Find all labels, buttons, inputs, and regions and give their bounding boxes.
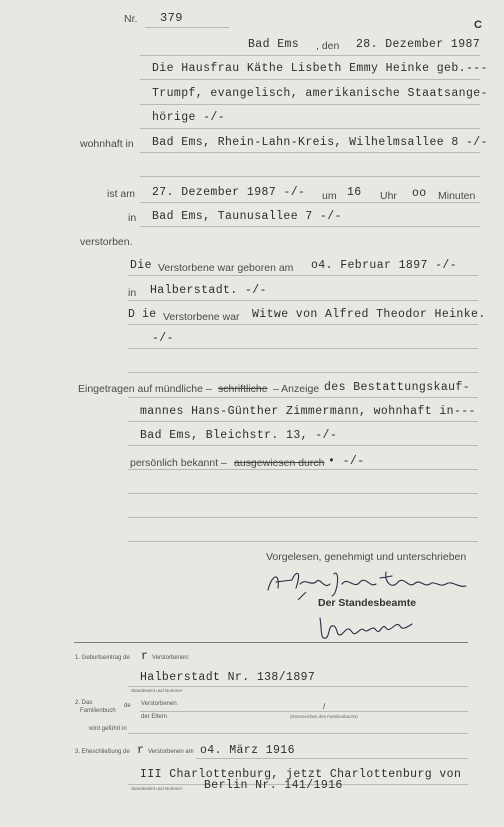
minuten-label: Minuten xyxy=(438,190,476,202)
registrar-label: Der Standesbeamte xyxy=(318,597,417,609)
familienbuch-label-b: Familienbuch xyxy=(80,708,116,714)
registrar-signature xyxy=(316,610,416,644)
marriage-value-line-2: Berlin Nr. 141/1916 xyxy=(204,779,343,792)
death-hour: 16 xyxy=(347,186,362,199)
birth-date: o4. Februar 1897 -/- xyxy=(311,259,458,272)
birth-entry-caption: Standesamt und Nummer xyxy=(131,688,183,693)
marriage-value-line-1: III Charlottenburg, jetzt Charlottenburg von xyxy=(140,768,462,781)
read-approved-text: Vorgelesen, genehmigt und unterschrieben xyxy=(266,551,467,563)
marriage-caption: Standesamt und Nummer xyxy=(131,786,183,791)
birth-entry-label: 1. Geburtseintrag de xyxy=(75,655,130,661)
marriage-label: 3. Eheschließung de xyxy=(75,749,130,755)
marriage-suffix: Verstorbenen am xyxy=(148,749,194,755)
corner-letter: C xyxy=(474,19,482,31)
marital-value-line-2: -/- xyxy=(152,332,174,345)
death-place: Bad Ems, Taunusallee 7 -/- xyxy=(152,210,342,223)
birth-label: Verstorbene war geboren am xyxy=(158,262,294,274)
marriage-date: o4. März 1916 xyxy=(200,744,295,757)
death-date: 27. Dezember 1987 -/- xyxy=(152,186,306,199)
registration-value-line-2: mannes Hans-Günther Zimmermann, wohnhaft in--- xyxy=(140,405,476,418)
birth-place: Halberstadt. -/- xyxy=(150,284,267,297)
known-struck: ausgewiesen durch xyxy=(234,457,325,469)
registration-label-prefix: Eingetragen auf mündliche – xyxy=(78,383,212,395)
person-line-3: hörige -/- xyxy=(152,111,226,124)
place-of-record: Bad Ems xyxy=(248,38,300,51)
registration-value-line-1: des Bestattungskauf- xyxy=(324,381,471,394)
familienbuch-eltern: der Eltern xyxy=(141,714,168,720)
ie-typed: ie xyxy=(142,308,157,321)
die-typed: Die xyxy=(130,259,152,272)
familienbuch-de: de xyxy=(124,703,131,709)
birth-entry-value: Halberstadt Nr. 138/1897 xyxy=(140,671,316,684)
ist-am-label: ist am xyxy=(107,188,136,200)
birth-entry-suffix: Verstorbenen: xyxy=(152,655,190,661)
in-label: in xyxy=(128,212,137,224)
familienbuch-kennzeichen: (Kennzeichen des Familienbuchs) xyxy=(290,714,358,719)
known-value: • -/- xyxy=(328,455,365,468)
birth-entry-typed-r: r xyxy=(141,650,149,663)
familienbuch-label-a: 2. Das xyxy=(75,700,93,706)
d-typed: D xyxy=(128,308,136,321)
known-label: persönlich bekannt – xyxy=(130,457,227,469)
familienbuch-verstorbenen: Verstorbenen xyxy=(141,701,177,707)
marriage-typed-r: r xyxy=(137,744,145,757)
person-line-1: Die Hausfrau Käthe Lisbeth Emmy Heinke geb.--- xyxy=(152,62,488,75)
record-date: 28. Dezember 1987 xyxy=(356,38,481,51)
familienbuch-gefuehrt: wird geführt in xyxy=(89,726,127,732)
um-label: um xyxy=(322,190,337,202)
person-line-2: Trumpf, evangelisch, amerikanische Staatsange- xyxy=(152,87,488,100)
uhr-label: Uhr xyxy=(380,190,397,202)
record-number: 379 xyxy=(160,11,183,25)
familienbuch-slash: / xyxy=(323,702,326,711)
wohnhaft-label: wohnhaft in xyxy=(80,138,134,150)
death-minutes: oo xyxy=(412,187,427,200)
registration-value-line-3: Bad Ems, Bleichstr. 13, -/- xyxy=(140,429,338,442)
nr-label: Nr. xyxy=(124,13,138,25)
verstorben-label: verstorben. xyxy=(80,236,133,248)
registration-label-suffix: – Anzeige xyxy=(273,383,320,395)
registration-label-struck: schriftliche xyxy=(218,383,268,395)
residence-value: Bad Ems, Rhein-Lahn-Kreis, Wilhelmsallee 8 -/- xyxy=(152,136,488,149)
birth-in-label: in xyxy=(128,287,137,299)
marital-value-line-1: Witwe von Alfred Theodor Heinke. xyxy=(252,308,486,321)
marital-label: Verstorbene war xyxy=(163,311,240,323)
den-label: , den xyxy=(316,40,340,52)
